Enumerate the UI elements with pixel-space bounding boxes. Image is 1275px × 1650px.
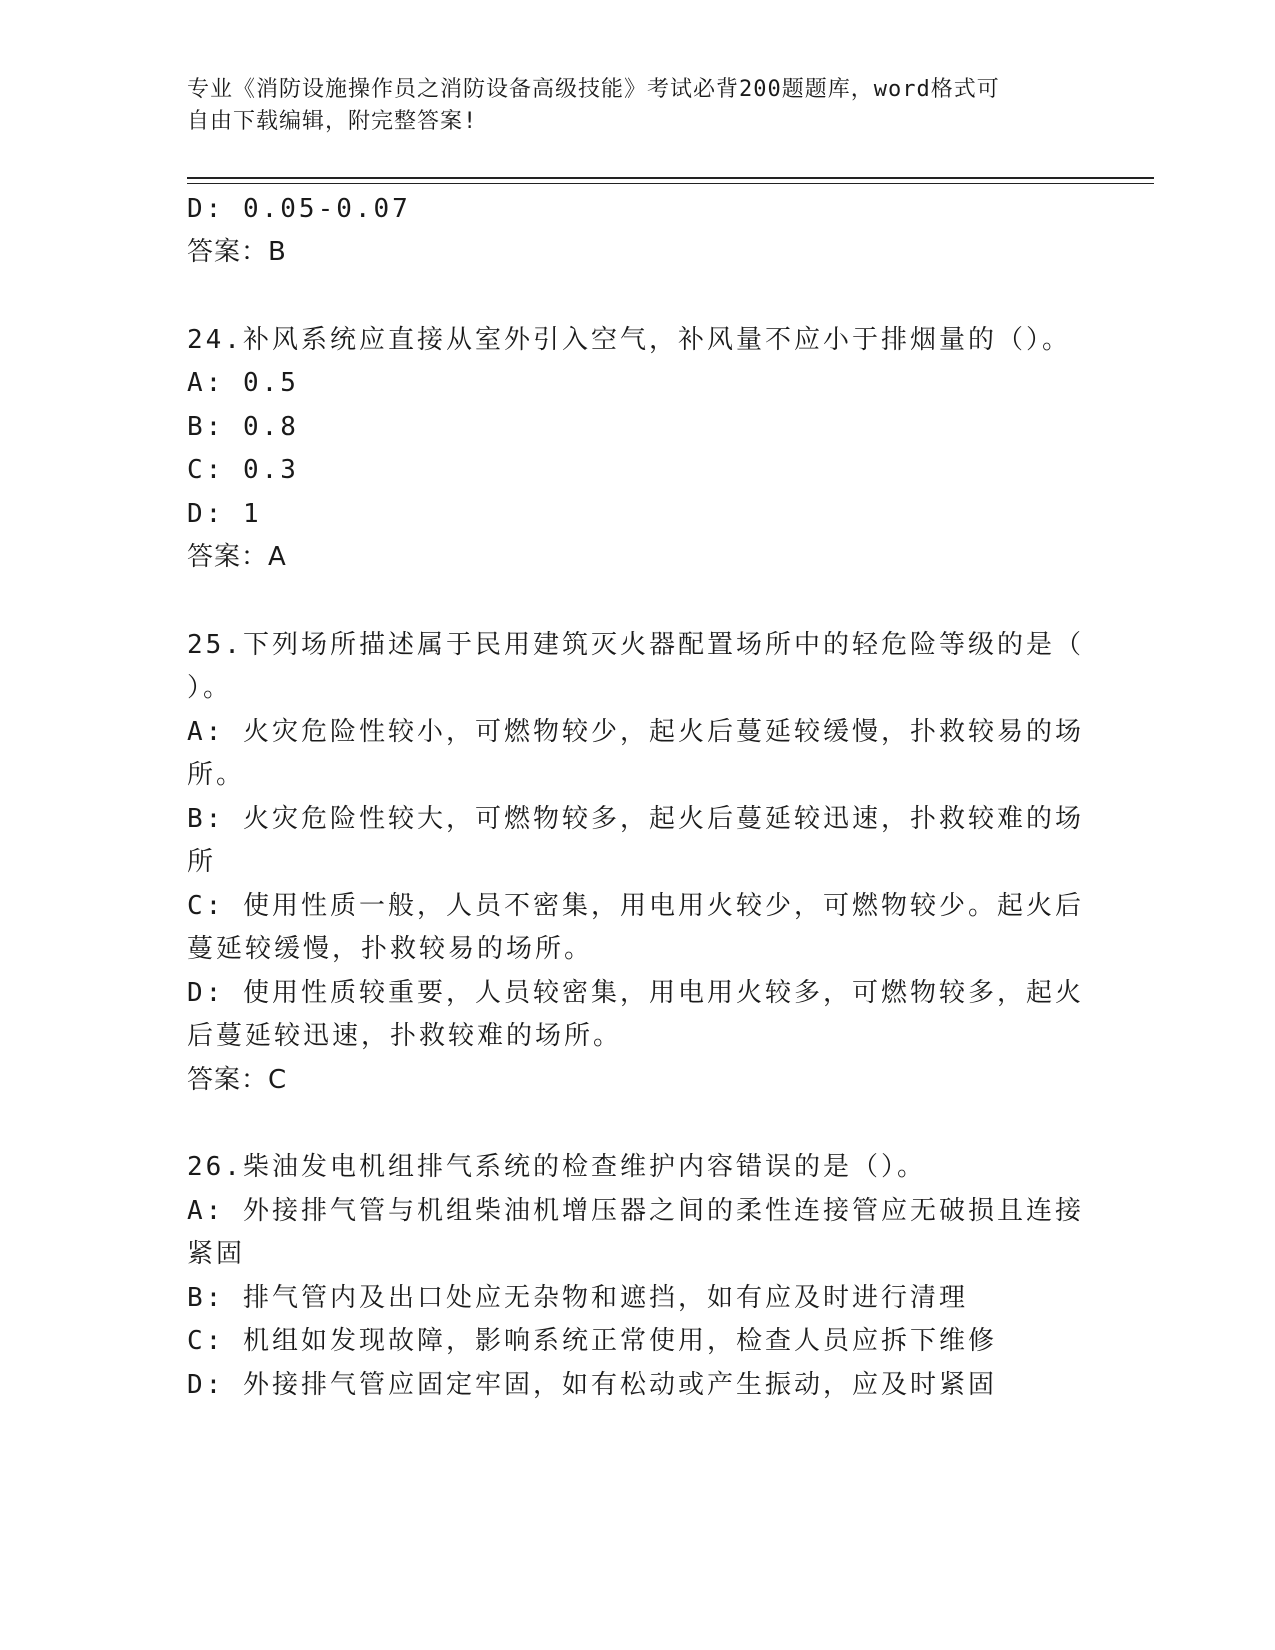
q23-option-d: D: 0.05-0.07 [187,194,411,224]
q24-option-a: A: 0.5 [187,368,299,398]
header-line-1: 专业《消防设施操作员之消防设备高级技能》考试必背200题题库，word格式可 [187,77,1000,102]
q25-answer: 答案：C [187,1065,288,1095]
q24-option-c: C: 0.3 [187,455,299,485]
q25-option-b-line-2: 所 [187,847,217,877]
q26-question: 26.柴油发电机组排气系统的检查维护内容错误的是（）。 [187,1152,926,1182]
q24-answer: 答案：A [187,542,287,572]
q25-option-d-line-1: D: 使用性质较重要，人员较密集，用电用火较多，可燃物较多，起火 [187,978,1084,1008]
q26-option-d: D: 外接排气管应固定牢固，如有松动或产生振动，应及时紧固 [187,1370,997,1400]
q24-question: 24.补风系统应直接从室外引入空气，补风量不应小于排烟量的（）。 [187,325,1071,355]
document-header [187,74,1087,138]
q26-option-c: C: 机组如发现故障，影响系统正常使用，检查人员应拆下维修 [187,1326,997,1356]
q24-option-d: D: 1 [187,499,262,529]
q26-option-b: B: 排气管内及出口处应无杂物和遮挡，如有应及时进行清理 [187,1283,968,1313]
header-line-2: 自由下载编辑，附完整答案! [187,109,478,134]
q25-question-line-1: 25.下列场所描述属于民用建筑灭火器配置场所中的轻危险等级的是（ [187,630,1084,660]
q25-question-line-2: ）。 [187,673,233,703]
q23-answer: 答案：B [187,237,287,267]
q26-option-a-line-2: 紧固 [187,1239,246,1269]
q25-option-d-line-2: 后蔓延较迅速，扑救较难的场所。 [187,1021,623,1051]
q25-option-b-line-1: B: 火灾危险性较大，可燃物较多，起火后蔓延较迅速，扑救较难的场 [187,804,1084,834]
q25-option-c-line-1: C: 使用性质一般，人员不密集，用电用火较少，可燃物较少。起火后 [187,891,1084,921]
header-rule-thick [187,177,1154,179]
q26-option-a-line-1: A: 外接排气管与机组柴油机增压器之间的柔性连接管应无破损且连接 [187,1196,1084,1226]
q25-option-a-line-2: 所。 [187,760,246,790]
q25-option-c-line-2: 蔓延较缓慢，扑救较易的场所。 [187,934,594,964]
q24-option-b: B: 0.8 [187,412,299,442]
header-rule-thin [187,183,1154,184]
q25-option-a-line-1: A: 火灾危险性较小，可燃物较少，起火后蔓延较缓慢，扑救较易的场 [187,717,1084,747]
